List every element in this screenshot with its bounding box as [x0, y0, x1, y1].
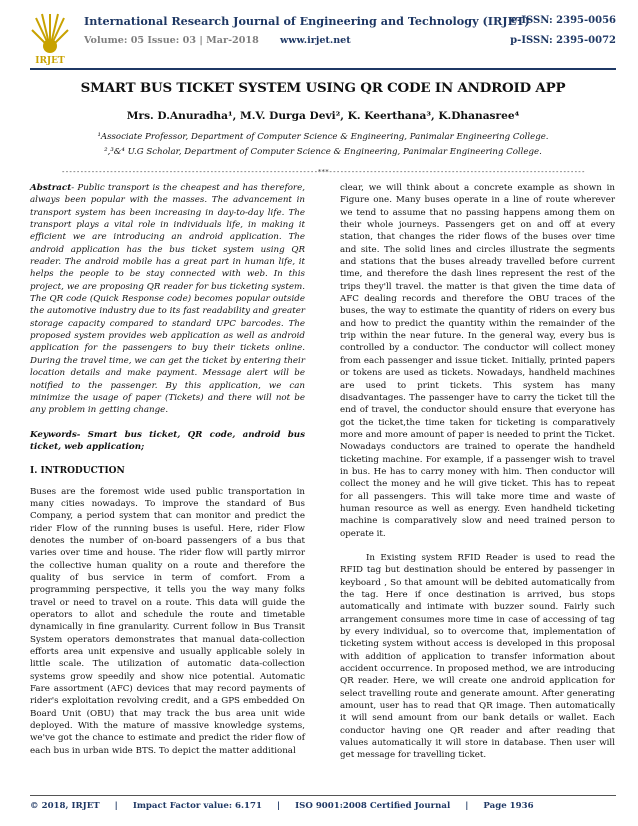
abstract-text: - Public transport is the cheapest and has therefore, always been popular with the masses. The advancement in transport system has been increasing in day-to-day life. The transport plays a vital role in individuals life, in making it efficient we are introducing an android application. The android application has the bus ticket system using QR reader. The android mobile has a great part in human life, it helps the people to be stay connected with web. In this project, we are proposing QR reader for bus ticketing system. The QR code (Quick Response code) becomes popular outside the automotive industry due to its fast readability and greater storage capacity compared to standard UPC barcodes. The proposed system provides web application as well as android application for the passengers to buy their tickets online. During the travel time, we can get the ticket by entering their location details and make payment. Message alert will be notified to the passenger. By this application, we can minimize the usage of paper (Tickets) and there will not be any problem in getting change.	[30, 183, 305, 416]
page-footer	[30, 801, 616, 811]
left-column	[30, 182, 305, 757]
introduction-paragraph: Buses are the foremost wide used public transportation in many cities nowadays. To improve the standard of Bus Company, a period system that can monitor and predict the rider Flow of the running buses is useful. Here, rider Flow denotes the number of on-board passengers of a bus that varies over time and house. The rider flow will partly mirror the collective human quality on a route and therefore the quality of bus service in term of comfort. From a programming perspective, it tells you the way many folks travel or need to travel on a route. This data will guide the operators to allot and schedule the route and timetable dynamically in fine granularity. Current follow in Bus Transit System operators demonstrates that manual data-collection efforts area unit expensive and usually applicable solely in little scale. The utilization of automatic data-collection systems grow speedily and show nice potential. Automatic Fare assortment (AFC) devices that may record payments of rider's exploitation revolving credit, and a GPS embedded On Board Unit (OBU) that may track the bus area unit wide deployed. With the mature of massive knowledge systems, we've got the chance to estimate and predict the rider flow of each bus in urban wide BTS. To depict the matter additional	[30, 486, 305, 756]
footer-divider-3: |	[465, 801, 469, 811]
affiliation-1: ¹Associate Professor, Department of Computer Science & Engineering, Panimalar Engineering College.	[97, 132, 549, 142]
body-paragraph-2: In Existing system RFID Reader is used to read the RFID tag but destination should be entered by passenger in keyboard , So that amount will be debited automatically from the tag. Here if once destination is arrived, bus stops automatically and intimate with buzzer sound. Fairly such arrangement consumes more time in case of accessing of tag by every individual, so to overcome that, implementation of ticketing system without access is developed in this proposal with addition of application to transfer information about accident occurrence. In proposed method, we are introducing QR reader. Here, we will create one android application for select travelling route and generate amount. After generating amount, user has to read that QR image. Then automatically it will send amount from our bank details or wallet. Each conductor having one QR reader and after reading that values automatically it will store in database. Then user will get message for travelling ticket.	[340, 552, 615, 761]
footer-divider	[30, 795, 616, 796]
footer-divider-1: |	[114, 801, 118, 811]
paper-title: SMART BUS TICKET SYSTEM USING QR CODE IN ANDROID APP	[80, 80, 566, 96]
right-column	[340, 182, 615, 762]
section-heading-introduction: I. INTRODUCTION	[30, 466, 125, 477]
footer-divider-2: |	[276, 801, 281, 811]
irjet-logo-icon	[30, 10, 70, 66]
affiliation-2: ²,³&⁴ U.G Scholar, Department of Computer Science & Engineering, Panimalar Engineering College.	[104, 147, 542, 157]
footer-iso: ISO 9001:2008 Certified Journal	[295, 801, 451, 811]
pissn: p-ISSN: 2395-0072	[510, 35, 616, 46]
body-paragraph-1: clear, we will think about a concrete example as shown in Figure one. Many buses operate in a line of route wherever we tend to assume that no passing happens among them on their whole journeys. Passengers get on and off at every station, that changes the rider flows of the buses over time and site. The solid lines and circles illustrate the segments and stations that the buses already travelled before current time, and therefore the dash lines represent the rest of the trips they'll travel. the matter is that given the time data of AFC dealing records and therefore the OBU traces of the buses, the way to estimate the quantity of riders on every bus and how to predict the quantity within the remainder of the trip within the near future. In the general way, every bus is controlled by a conductor. The conductor will collect money from each passenger and issue ticket. Initially, printed papers or tokens are used as tickets. Nowadays, handheld machines are used to print tickets. This system has many disadvantages. The passenger have to carry the ticket till the end of travel, the conductor should ensure that everyone has got the ticket,the time taken for ticketing is comparatively more and more amount of paper is needed to print the Ticket. Nowadays conductors are trained to operate the handheld ticketing machine. For example, if a passenger wish to travel in bus. He has to carry money with him. Then conductor will collect the money and he will give ticket. This has to repeat for all passengers. This will take more time and waste of human resource as well as energy. Even handheld ticketing machine is comparatively slow and need trained person to operate it.	[340, 183, 615, 539]
volume-issue: Volume: 05 Issue: 03 | Mar-2018	[84, 35, 259, 46]
section-separator: ---------------------------------------------------------------------***---------------------------------------------------------------------	[61, 168, 585, 176]
keywords: Keywords- Smart bus ticket, QR code, android bus ticket, web application;	[30, 429, 305, 452]
logo-text: IRJET	[35, 56, 65, 66]
eissn: e-ISSN: 2395-0056	[510, 15, 616, 26]
journal-name: International Research Journal of Engineering and Technology (IRJET)	[84, 14, 530, 28]
header-divider	[30, 68, 616, 70]
footer-page-number: Page 1936	[483, 801, 534, 811]
journal-website[interactable]: www.irjet.net	[280, 35, 351, 46]
abstract-label: Abstract	[30, 183, 72, 193]
paper-authors: Mrs. D.Anuradha¹, M.V. Durga Devi², K. Keerthana³, K.Dhanasree⁴	[126, 110, 520, 122]
journal-header	[30, 8, 616, 68]
abstract	[30, 182, 305, 417]
footer-copyright: © 2018, IRJET	[30, 801, 100, 811]
footer-impact-factor: Impact Factor value: 6.171	[132, 801, 262, 811]
